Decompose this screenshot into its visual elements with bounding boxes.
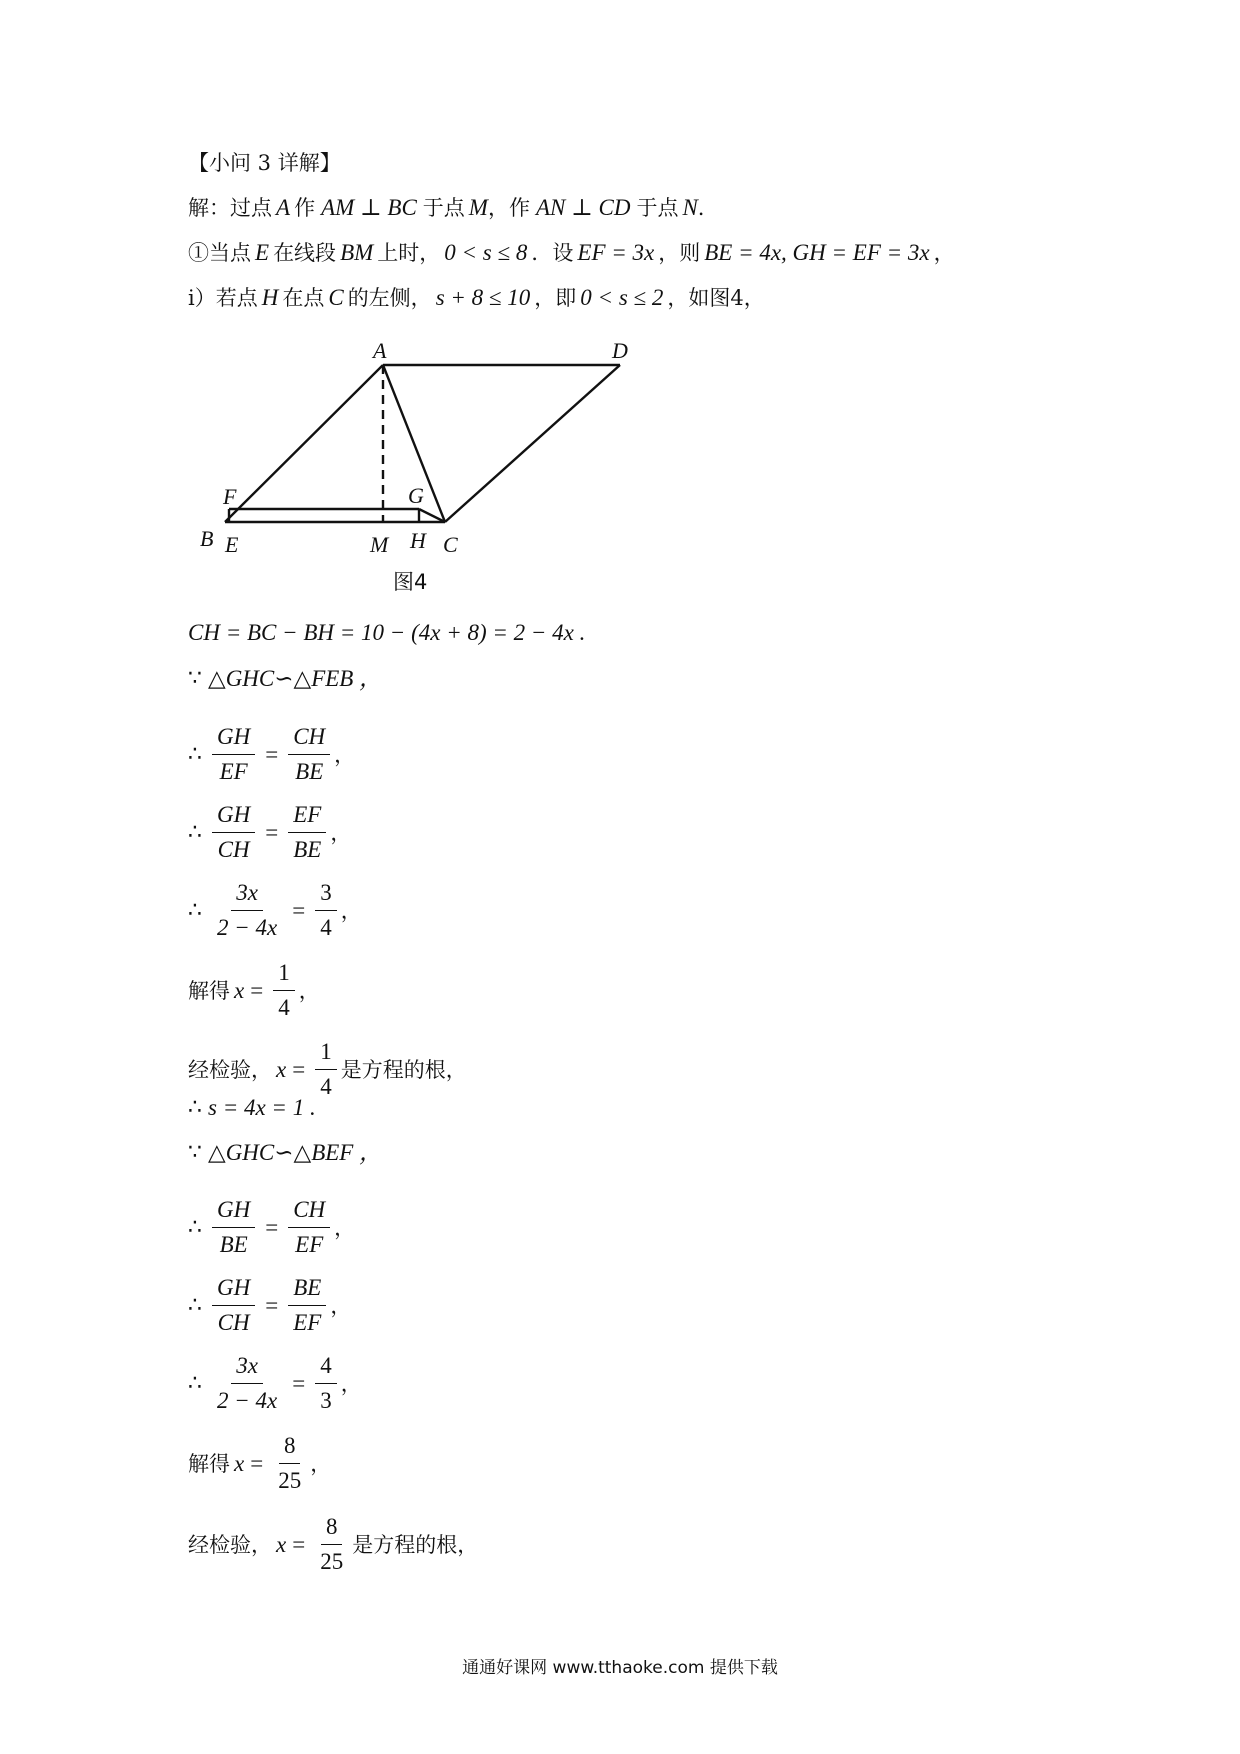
fraction: $\frac{GH}{CH}$ bbox=[212, 1273, 255, 1338]
verification-two: 经检验， x = $\frac{8}{25}$ 是方程的根， bbox=[188, 1512, 478, 1577]
label-h: H bbox=[410, 528, 426, 553]
proportion-three: ∴ $\frac{3x}{2 - 4x}$ = $\frac{3}{4}$ ， bbox=[188, 878, 362, 943]
figure-caption: 图4 bbox=[393, 570, 428, 594]
similarity-two: ∵ △GHC∽△BEF ， bbox=[188, 1140, 383, 1165]
page-footer: 通通好课网 www.tthaoke.com 提供下载 bbox=[462, 1658, 778, 1678]
fraction: $\frac{8}{25}$ bbox=[278, 1433, 302, 1493]
fraction: $\frac{3x}{2 - 4x}$ bbox=[217, 1353, 278, 1413]
fraction: $\frac{GH}{CH}$ bbox=[212, 800, 255, 865]
fraction: $\frac{4}{3}$ bbox=[315, 1351, 337, 1416]
verification-one: 经检验， x = $\frac{1}{4}$ 是方程的根， bbox=[188, 1037, 467, 1102]
geometry-figure bbox=[0, 0, 1240, 600]
label-d: D bbox=[612, 338, 628, 363]
proportion-five: ∴ $\frac{GH}{CH}$ = $\frac{BE}{EF}$ ， bbox=[188, 1273, 351, 1338]
fraction: $\frac{3x}{2 - 4x}$ bbox=[217, 880, 278, 940]
label-f: F bbox=[223, 484, 237, 509]
fraction: $\frac{BE}{EF}$ bbox=[288, 1273, 326, 1338]
proportion-four: ∴ $\frac{GH}{BE}$ = $\frac{CH}{EF}$ ， bbox=[188, 1195, 355, 1260]
label-a: A bbox=[373, 338, 387, 363]
label-m: M bbox=[370, 532, 389, 557]
case-one-line: ①当点 E 在线段 BM 上时， 0 < s ≤ 8 ．设 EF = 3x ，则 BE = 4x, GH = EF = 3x ， bbox=[188, 240, 955, 265]
s-value: ∴ s = 4x = 1 . bbox=[188, 1095, 316, 1120]
side-dc bbox=[445, 365, 620, 522]
solution-intro: 解：过点 A 作 AM ⊥ BC 于点 M ，作 AN ⊥ CD 于点 N . bbox=[188, 195, 705, 220]
fraction: $\frac{GH}{BE}$ bbox=[212, 1195, 255, 1260]
fraction: $\frac{CH}{EF}$ bbox=[288, 1195, 330, 1260]
fraction: $\frac{CH}{BE}$ bbox=[288, 722, 330, 787]
proportion-two: ∴ $\frac{GH}{CH}$ = $\frac{EF}{BE}$ ， bbox=[188, 800, 351, 865]
similarity-one: ∵ △GHC∽△FEB ， bbox=[188, 666, 383, 691]
label-g: G bbox=[408, 483, 424, 508]
sub-case-i-line: ⅰ）若点 H 在点 C 的左侧， s + 8 ≤ 10 ，即 0 < s ≤ 2 ，如图4， bbox=[188, 285, 765, 310]
fraction: $\frac{1}{4}$ bbox=[315, 1037, 337, 1102]
fraction: $\frac{1}{4}$ bbox=[273, 958, 295, 1023]
label-c: C bbox=[443, 532, 458, 557]
section-header: 【小问 3 详解】 bbox=[188, 151, 341, 175]
fraction: $\frac{GH}{EF}$ bbox=[212, 722, 255, 787]
fraction: $\frac{EF}{BE}$ bbox=[288, 800, 326, 865]
solution-two: 解得 x = $\frac{8}{25}$ ， bbox=[188, 1431, 331, 1496]
side-ab bbox=[225, 365, 383, 522]
fraction: $\frac{8}{25}$ bbox=[320, 1514, 344, 1574]
proportion-one: ∴ $\frac{GH}{EF}$ = $\frac{CH}{BE}$ ， bbox=[188, 722, 355, 787]
proportion-six: ∴ $\frac{3x}{2 - 4x}$ = $\frac{4}{3}$ ， bbox=[188, 1351, 362, 1416]
ch-equation: CH = BC − BH = 10 − (4x + 8) = 2 − 4x . bbox=[188, 620, 586, 645]
label-e: E bbox=[225, 532, 239, 557]
fraction: $\frac{3}{4}$ bbox=[315, 878, 337, 943]
label-b: B bbox=[200, 526, 214, 551]
solution-one: 解得 x = $\frac{1}{4}$ ， bbox=[188, 958, 320, 1023]
